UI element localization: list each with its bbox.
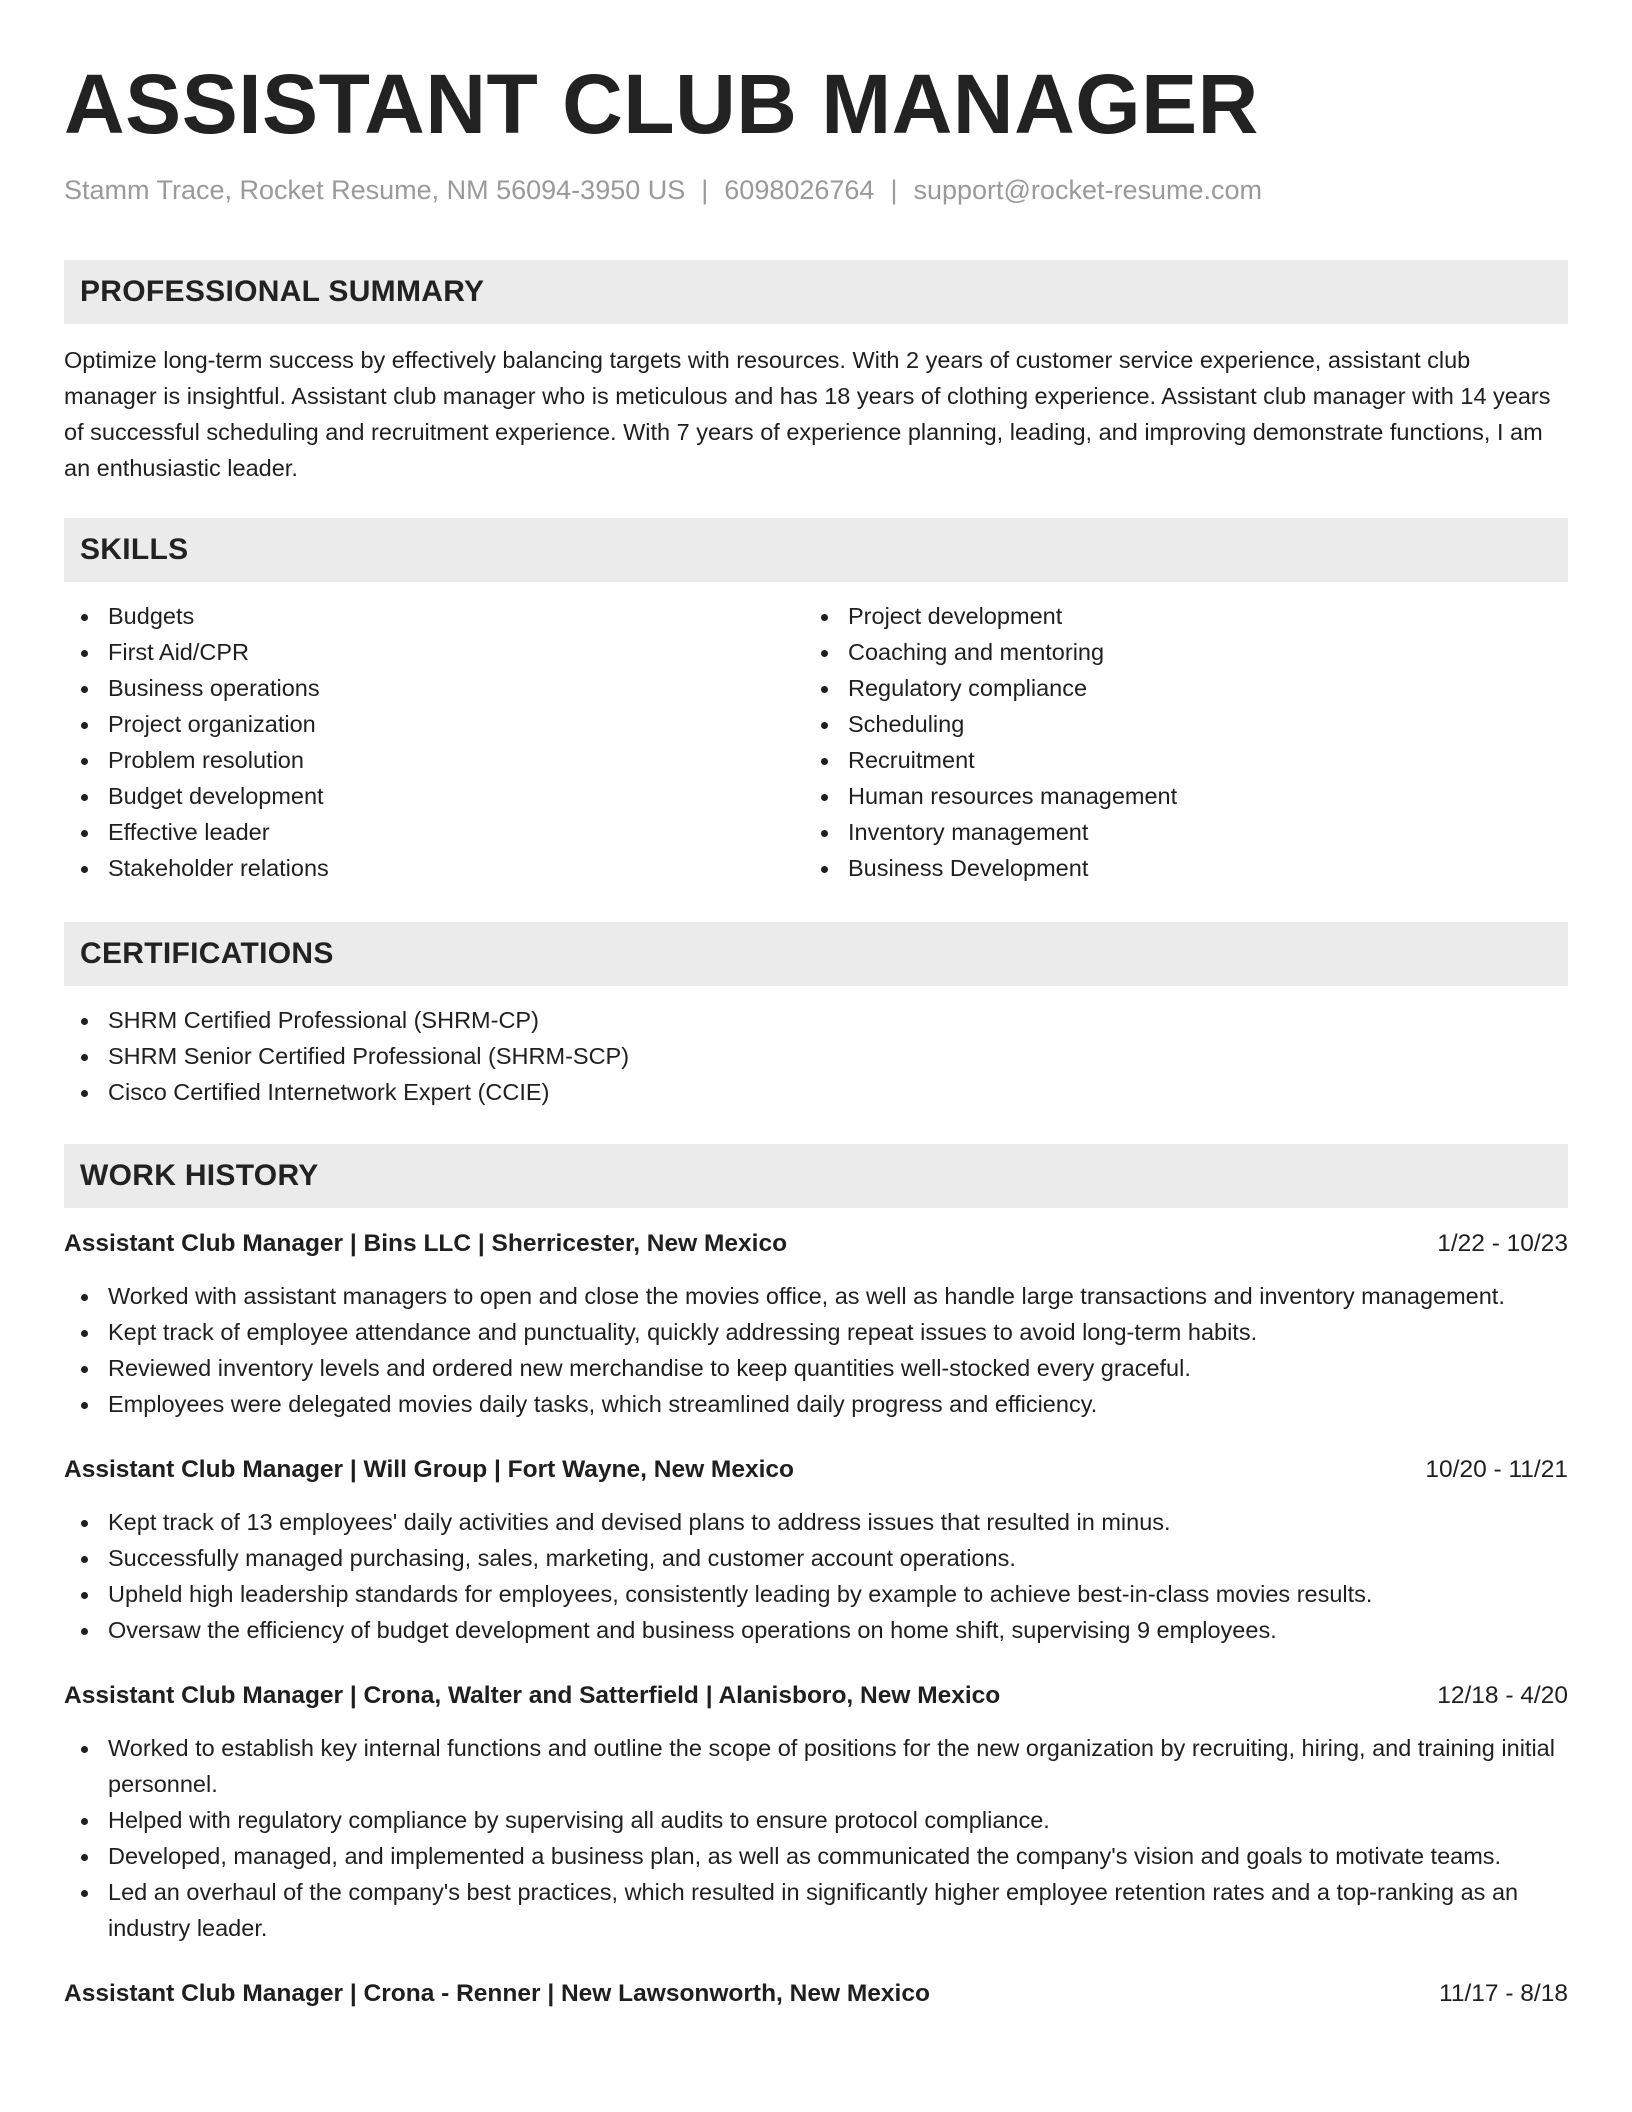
skill-item: Business operations (64, 670, 804, 706)
job-bullet: Developed, managed, and implemented a business plan, as well as communicated the company's vision and goals to motivate teams. (64, 1838, 1568, 1874)
job-entry (64, 1976, 1568, 2012)
section-heading-work-history: WORK HISTORY (64, 1144, 1568, 1208)
skill-item: Budget development (64, 778, 804, 814)
skill-item: Recruitment (804, 742, 1544, 778)
skill-item: Business Development (804, 850, 1544, 886)
certification-item: SHRM Senior Certified Professional (SHRM-SCP) (64, 1038, 1568, 1074)
job-title: Assistant Club Manager | Crona - Renner | New Lawsonworth, New Mexico (64, 1980, 930, 2007)
contact-address: Stamm Trace, Rocket Resume, NM 56094-3950 US (64, 175, 686, 205)
skill-item: Inventory management (804, 814, 1544, 850)
job-entry (64, 1226, 1568, 1422)
job-header (64, 1452, 1568, 1488)
job-title: Assistant Club Manager | Bins LLC | Sherricester, New Mexico (64, 1230, 788, 1257)
contact-phone: 6098026764 (724, 175, 875, 205)
job-bullet: Reviewed inventory levels and ordered new merchandise to keep quantities well-stocked every graceful. (64, 1350, 1568, 1386)
skill-item: Scheduling (804, 706, 1544, 742)
job-title: Assistant Club Manager | Crona, Walter and Satterfield | Alanisboro, New Mexico (64, 1682, 1001, 1709)
job-header (64, 1678, 1568, 1714)
section-heading-skills: SKILLS (64, 518, 1568, 582)
skill-item: Project organization (64, 706, 804, 742)
section-heading-summary: PROFESSIONAL SUMMARY (64, 260, 1568, 324)
skill-item: Problem resolution (64, 742, 804, 778)
certification-item: Cisco Certified Internetwork Expert (CCIE) (64, 1074, 1568, 1110)
job-entry (64, 1452, 1568, 1648)
job-bullet: Upheld high leadership standards for employees, consistently leading by example to achieve best-in-class movies results. (64, 1576, 1568, 1612)
job-bullet: Helped with regulatory compliance by supervising all audits to ensure protocol compliance. (64, 1802, 1568, 1838)
contact-separator: | (890, 175, 898, 205)
job-bullet: Oversaw the efficiency of budget development and business operations on home shift, supervising 9 employees. (64, 1612, 1568, 1648)
certifications-list (64, 1002, 1568, 1110)
job-bullet-list (64, 1278, 1568, 1422)
job-title: Assistant Club Manager | Will Group | Fort Wayne, New Mexico (64, 1456, 794, 1483)
contact-line (64, 172, 1568, 208)
skill-item: First Aid/CPR (64, 634, 804, 670)
skill-item: Effective leader (64, 814, 804, 850)
job-bullet-list (64, 1730, 1568, 1946)
job-dates: 11/17 - 8/18 (1439, 1980, 1568, 2007)
section-heading-certifications: CERTIFICATIONS (64, 922, 1568, 986)
certification-item: SHRM Certified Professional (SHRM-CP) (64, 1002, 1568, 1038)
job-bullet: Led an overhaul of the company's best practices, which resulted in significantly higher employee retention rates and a top-ranking as an industry leader. (64, 1874, 1568, 1946)
job-bullet: Kept track of employee attendance and punctuality, quickly addressing repeat issues to avoid long-term habits. (64, 1314, 1568, 1350)
skill-item: Coaching and mentoring (804, 634, 1544, 670)
job-bullet-list (64, 1504, 1568, 1648)
contact-email: support@rocket-resume.com (913, 175, 1262, 205)
skill-item: Regulatory compliance (804, 670, 1544, 706)
job-header (64, 1226, 1568, 1262)
skills-column-right (804, 598, 1544, 886)
summary-text: Optimize long-term success by effectively balancing targets with resources. With 2 years of customer service experience, assistant club manager is insightful. Assistant club manager who is meticulous and has 18 years of clothing experience. Assistant club manager with 14 years of successful scheduling and recruitment experience. With 7 years of experience planning, leading, and improving demonstrate functions, I am an enthusiastic leader. (64, 347, 1551, 481)
resume-title: ASSISTANT CLUB MANAGER (64, 57, 1259, 151)
skill-item: Human resources management (804, 778, 1544, 814)
job-dates: 12/18 - 4/20 (1437, 1682, 1568, 1709)
job-header (64, 1976, 1568, 2012)
job-entry (64, 1678, 1568, 1946)
skill-item: Project development (804, 598, 1544, 634)
skills-grid (64, 598, 1568, 886)
job-bullet: Worked to establish key internal functions and outline the scope of positions for the new organization by recruiting, hiring, and training initial personnel. (64, 1730, 1568, 1802)
job-bullet: Worked with assistant managers to open and close the movies office, as well as handle large transactions and inventory management. (64, 1278, 1568, 1314)
skills-column-left (64, 598, 804, 886)
skill-item: Budgets (64, 598, 804, 634)
skill-item: Stakeholder relations (64, 850, 804, 886)
job-bullet: Kept track of 13 employees' daily activities and devised plans to address issues that resulted in minus. (64, 1504, 1568, 1540)
contact-separator: | (701, 175, 709, 205)
job-dates: 1/22 - 10/23 (1437, 1230, 1568, 1257)
job-bullet: Successfully managed purchasing, sales, marketing, and customer account operations. (64, 1540, 1568, 1576)
job-bullet: Employees were delegated movies daily tasks, which streamlined daily progress and efficiency. (64, 1386, 1568, 1422)
job-dates: 10/20 - 11/21 (1425, 1456, 1568, 1483)
